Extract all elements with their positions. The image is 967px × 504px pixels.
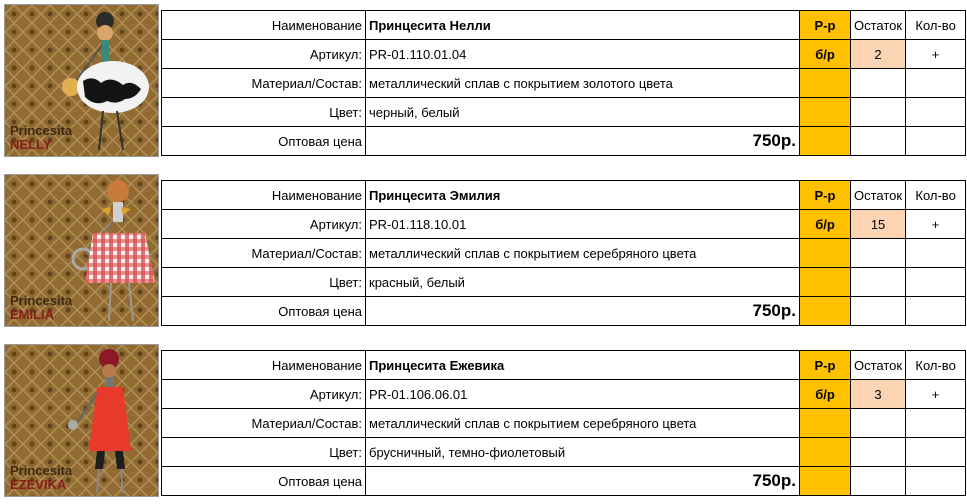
qty-cell-empty[interactable] — [906, 409, 966, 438]
name-value[interactable]: Принцесита Нелли — [366, 11, 800, 40]
qty-cell-empty[interactable] — [906, 297, 966, 326]
wholesale-label: Оптовая цена — [162, 467, 366, 496]
qty-cell-empty[interactable] — [906, 98, 966, 127]
qty-cell-empty[interactable] — [906, 438, 966, 467]
brand-caption — [10, 464, 72, 492]
product-block-nelly — [0, 0, 967, 160]
stock-cell-empty[interactable] — [851, 268, 906, 297]
product-table-ezevika — [161, 350, 966, 496]
article-value[interactable]: PR-01.118.10.01 — [366, 210, 800, 239]
brand-line1: Princesita — [10, 463, 73, 478]
name-label: Наименование — [162, 351, 366, 380]
qty-header: Кол-во — [906, 351, 966, 380]
article-label: Артикул: — [162, 210, 366, 239]
name-value[interactable]: Принцесита Эмилия — [366, 181, 800, 210]
color-value[interactable]: красный, белый — [366, 268, 800, 297]
brand-caption — [10, 294, 72, 322]
article-label: Артикул: — [162, 40, 366, 69]
qty-cell-empty[interactable] — [906, 268, 966, 297]
stock-cell-empty[interactable] — [851, 297, 906, 326]
size-header: Р-р — [800, 351, 851, 380]
qty-cell-empty[interactable] — [906, 467, 966, 496]
brand-line1: Princesita — [10, 123, 73, 138]
size-cell-empty[interactable] — [800, 69, 851, 98]
qty-plus-button[interactable]: + — [906, 380, 966, 409]
size-value[interactable]: б/р — [800, 380, 851, 409]
color-label: Цвет: — [162, 438, 366, 467]
size-cell-empty[interactable] — [800, 409, 851, 438]
material-value[interactable]: металлический сплав с покрытием серебряного цвета — [366, 409, 800, 438]
stock-header: Остаток — [851, 351, 906, 380]
size-cell-empty[interactable] — [800, 127, 851, 156]
article-value[interactable]: PR-01.110.01.04 — [366, 40, 800, 69]
color-label: Цвет: — [162, 98, 366, 127]
stock-value[interactable]: 2 — [851, 40, 906, 69]
name-value[interactable]: Принцесита Ежевика — [366, 351, 800, 380]
stock-cell-empty[interactable] — [851, 69, 906, 98]
article-value[interactable]: PR-01.106.06.01 — [366, 380, 800, 409]
stock-cell-empty[interactable] — [851, 438, 906, 467]
color-value[interactable]: брусничный, темно-фиолетовый — [366, 438, 800, 467]
stock-cell-empty[interactable] — [851, 98, 906, 127]
color-label: Цвет: — [162, 268, 366, 297]
size-header: Р-р — [800, 11, 851, 40]
qty-header: Кол-во — [906, 11, 966, 40]
price-value[interactable]: 750р. — [366, 297, 800, 326]
material-label: Материал/Состав: — [162, 69, 366, 98]
stock-value[interactable]: 15 — [851, 210, 906, 239]
qty-cell-empty[interactable] — [906, 127, 966, 156]
material-value[interactable]: металлический сплав с покрытием серебряного цвета — [366, 239, 800, 268]
stock-cell-empty[interactable] — [851, 467, 906, 496]
brand-line1: Princesita — [10, 293, 73, 308]
brand-line2: EZEVIKA — [10, 477, 67, 492]
stock-header: Остаток — [851, 11, 906, 40]
article-label: Артикул: — [162, 380, 366, 409]
brand-caption — [10, 124, 72, 152]
brand-line2: EMILIA — [10, 307, 55, 322]
size-cell-empty[interactable] — [800, 467, 851, 496]
qty-header: Кол-во — [906, 181, 966, 210]
color-value[interactable]: черный, белый — [366, 98, 800, 127]
product-block-emilia — [0, 170, 967, 330]
material-value[interactable]: металлический сплав с покрытием золотого цвета — [366, 69, 800, 98]
material-label: Материал/Состав: — [162, 239, 366, 268]
stock-header: Остаток — [851, 181, 906, 210]
price-value[interactable]: 750р. — [366, 467, 800, 496]
product-table-nelly — [161, 10, 966, 156]
stock-cell-empty[interactable] — [851, 239, 906, 268]
size-cell-empty[interactable] — [800, 297, 851, 326]
size-cell-empty[interactable] — [800, 98, 851, 127]
brand-line2: NELLY — [10, 137, 52, 152]
qty-cell-empty[interactable] — [906, 69, 966, 98]
wholesale-label: Оптовая цена — [162, 127, 366, 156]
qty-plus-button[interactable]: + — [906, 40, 966, 69]
material-label: Материал/Состав: — [162, 409, 366, 438]
product-block-ezevika — [0, 340, 967, 500]
size-value[interactable]: б/р — [800, 210, 851, 239]
stock-cell-empty[interactable] — [851, 409, 906, 438]
size-value[interactable]: б/р — [800, 40, 851, 69]
name-label: Наименование — [162, 11, 366, 40]
size-header: Р-р — [800, 181, 851, 210]
stock-value[interactable]: 3 — [851, 380, 906, 409]
qty-plus-button[interactable]: + — [906, 210, 966, 239]
qty-cell-empty[interactable] — [906, 239, 966, 268]
size-cell-empty[interactable] — [800, 268, 851, 297]
size-cell-empty[interactable] — [800, 438, 851, 467]
price-value[interactable]: 750р. — [366, 127, 800, 156]
stock-cell-empty[interactable] — [851, 127, 906, 156]
wholesale-label: Оптовая цена — [162, 297, 366, 326]
size-cell-empty[interactable] — [800, 239, 851, 268]
product-table-emilia — [161, 180, 966, 326]
name-label: Наименование — [162, 181, 366, 210]
